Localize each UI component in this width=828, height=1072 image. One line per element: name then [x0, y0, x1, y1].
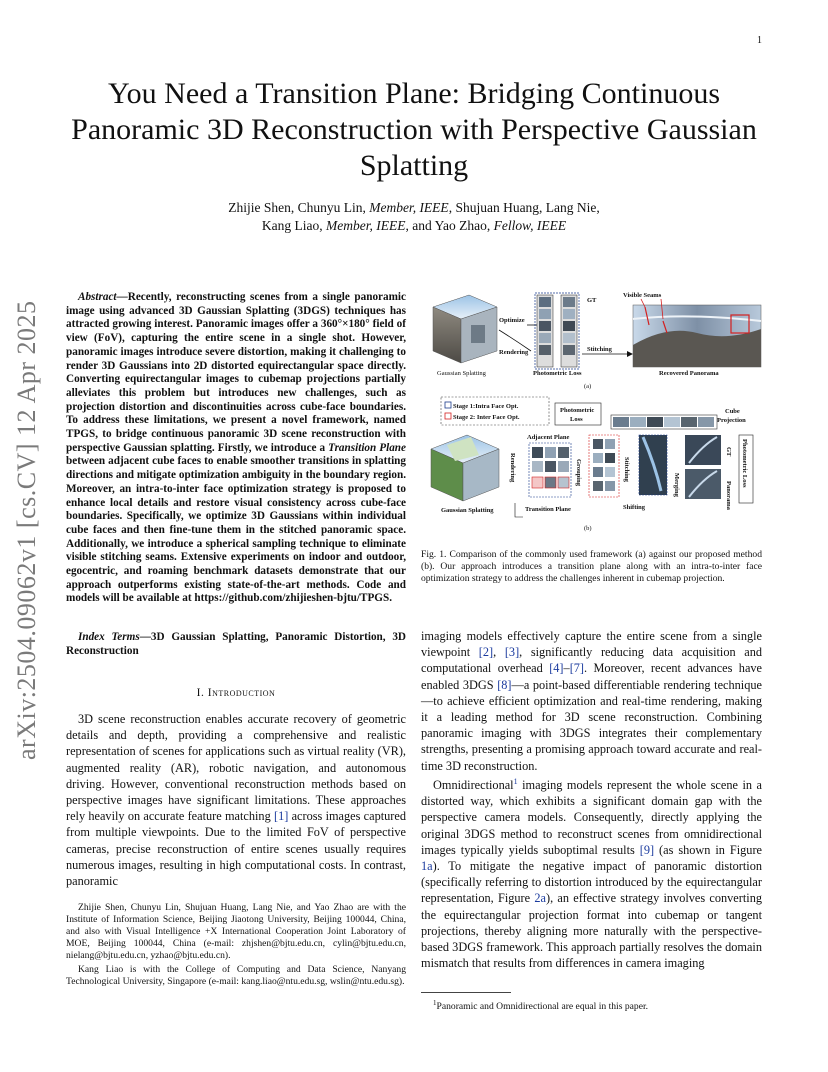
figure-1	[427, 285, 770, 546]
body-text: ), an effective strategy involves converting the equirectangular projection format into cubemap or tangent projections, thereby aligning more naturally with the perspective-based 3DGS framework. This approach partially resolves the domain mismatch that results from differences in camera imaging	[421, 891, 762, 971]
author-list	[150, 199, 678, 235]
fig-label: Rendering	[499, 349, 529, 356]
fig-label: GT	[587, 297, 597, 304]
arxiv-stamp[interactable]: arXiv:2504.09062v1 [cs.CV] 12 Apr 2025	[12, 300, 41, 760]
authors-text: , Shujuan Huang, Lang Nie,	[448, 200, 600, 215]
authors-text: Zhijie Shen, Chunyu Lin,	[228, 200, 370, 215]
abstract-label: Abstract	[78, 291, 117, 303]
body-text: imaging models represent the whole scene in a distorted way, which exhibits a significant domain gap with the perspective camera models. Consequently, directly applying the original 3DGS method to reconstruct scenes from omnidirectional images typically yields suboptimal results	[421, 777, 762, 857]
abstract-text-2: between adjacent cube faces to enable smoother transitions in splatting directions and mitigate optimization ambiguity in the boundary region. Moreover, an intra-to-inter face optimization strategy is proposed to enhance local details and restore visual consistency across cube-face boundaries. Specifically, we optimize 3D Gaussians within individual cube faces and then fine-tune them in the stitched panoramic space. Additionally, we introduce a spherical sampling technique to eliminate visible stitching seams. Extensive experiments on indoor and outdoor, egocentric, and roaming benchmark datasets demonstrate that our approach outperforms existing state-of-the-art methods. Code and models will be available at https://github.com/zhijieshen-bjtu/TPGS.	[66, 455, 406, 605]
right-column-body: imaging models effectively capture the entire scene from a single viewpoint [2], [3], significantly reducing data acquisition and computational overhead [4]–[7]. Moreover, recent advances have enabled 3DGS [8]—a point-based differentiable rendering technique—to achieve efficient optimization and real-time rendering, making it a leading method for 3D scene reconstruction. Combining panoramic imaging with 3DGS integrates their complementary strengths, presenting a promising approach toward accurate and real-time 3D reconstruction. Omnidirectional$^1$ imaging models represent the whole scene in a distorted way, which exhibits a significant domain gap with the perspective camera models. Consequently, directly applying the original 3DGS method to reconstruct scenes from omnidirectional images typically yields suboptimal results [9] (as shown in Figure 1a). To mitigate the negative impact of panoramic distortion (specifically referring to distortion introduced by the equirectangular representation, Figure 2a), an effective strategy involves converting the equirectangular projection format into cubemap or tangent projections, thereby aligning more naturally with the perspective-based 3DGS framework. This approach partially resolves the domain mismatch that results from differences in camera imaging	[421, 629, 763, 971]
abstract-text: —Recently, reconstructing scenes from a single panoramic image using advanced 3D Gaussian Splatting (3DGS) techniques has attracted growing interest. Panoramic images offer a 360°×180° field of view (FoV), capturing the entire scene in a single shot. However, panoramic images introduce severe distortion, making it challenging to render 3D Gaussians into 2D distorted equirectangular space directly. Converting equirectangular images to cubemap projections partially alleviates this problem but introduces new challenges, such as projection distortion and discontinuities across cube-face boundaries. To address these limitations, we present a novel framework, named TPGS, to bridge continuous panoramic 3D scene reconstruction with perspective Gaussian splatting. Firstly, we introduce a	[66, 291, 406, 454]
authors-text: , and Yao Zhao,	[405, 218, 494, 233]
fig-label: Stage 2: Inter Face Opt.	[453, 414, 520, 421]
fig-label: Loss	[570, 416, 583, 423]
citation-link[interactable]: [9]	[639, 842, 655, 857]
citation-link[interactable]: [4]	[549, 661, 564, 676]
fig-sublabel: (a)	[584, 383, 592, 390]
page-number: 1	[757, 35, 762, 46]
figure-link[interactable]: 2a	[534, 891, 546, 906]
citation-link[interactable]: [3]	[504, 645, 520, 660]
fig-label: Adjacent Plane	[527, 434, 570, 441]
footnote-text: Panoramic and Omnidirectional are equal in this paper.	[436, 1001, 649, 1013]
intro-paragraph	[66, 711, 406, 889]
fig-label: Stage 1:Intra Face Opt.	[453, 403, 519, 410]
footnote-1	[421, 999, 762, 1012]
footnote-affiliation-1: Zhijie Shen, Chunyu Lin, Shujuan Huang, Lang Nie, and Yao Zhao are with the Institute of Information Science, Beijing Jiaotong University, Beijing 100044, China, and also with Visual Intelligence +X International Cooperation Joint Laboratory of MOE, Beijing 100044, China (e-mail: zhjshen@bjtu.edu.cn, cylin@bjtu.edu.cn, nielang@bjtu.edu.cn, yzhao@bjtu.edu.cn).	[66, 902, 406, 961]
body-text: across images captured from multiple viewpoints. Due to the limited FoV of perspective cameras, precise reconstruction of entire scenes usually requires numerous images, resulting in high computational costs. In contrast, panoramic	[66, 809, 406, 889]
fig-label: Cube	[725, 408, 740, 415]
author-membership: Member, IEEE	[369, 200, 449, 215]
merged-panoramas	[685, 435, 721, 499]
recovered-panorama-image	[633, 305, 761, 367]
fig-label: Projection	[717, 417, 746, 424]
fig-label: Transition Plane	[525, 506, 571, 513]
body-text: —a point-based differentiable rendering technique—to achieve efficient optimization and real-time rendering, making it a leading method for 3D scene reconstruction. Combining panoramic imaging with 3DGS integrates their complementary strengths, presenting a promising approach toward accurate and real-time 3D reconstruction.	[421, 677, 762, 773]
fig-label: Shifting	[623, 504, 646, 511]
citation-link[interactable]: [2]	[478, 645, 494, 660]
fig-sublabel: (b)	[584, 525, 592, 532]
fig-label: Stitching	[587, 346, 612, 353]
fig-label: Photometric Loss	[741, 439, 748, 488]
fig-label: Recovered Panorama	[659, 370, 719, 377]
body-text: . Moreover, recent advances have enabled 3DGS	[421, 661, 763, 692]
abstract	[66, 291, 406, 606]
citation-link[interactable]: [7]	[569, 661, 585, 676]
section-heading: I. Introduction	[196, 687, 276, 699]
fig-label: GT	[725, 447, 732, 457]
fig-label: Grouping	[575, 459, 582, 486]
body-text: ). To mitigate the negative impact of panoramic distortion (specifically referring to distortion introduced by the equirectangular representation, Figure	[421, 858, 762, 906]
footnote-number: 1	[433, 999, 437, 1007]
body-text: imaging models effectively capture the entire scene from a single viewpoint	[421, 629, 762, 660]
grouped-faces	[589, 435, 619, 497]
cube-a-image	[433, 295, 497, 363]
abstract-italic: Transition Plane	[328, 441, 406, 454]
fig-label: Visible Seams	[623, 292, 662, 299]
cube-b-image	[431, 435, 499, 501]
affiliation-footnote	[66, 902, 406, 988]
fig-label: Rendering	[509, 453, 516, 483]
footnote-affiliation-2: Kang Liao is with the College of Computing and Data Science, Nanyang Technological University, Singapore (e-mail: kang.liao@ntu.edu.sg, wslin@ntu.edu.sg).	[66, 964, 406, 987]
paper-title: You Need a Transition Plane: Bridging Continuous Panoramic 3D Reconstruction with Perspective Gaussian Splatting	[71, 77, 757, 182]
index-label: Index Terms	[78, 631, 140, 643]
citation-link[interactable]: [1]	[273, 809, 289, 824]
body-text: 3D scene reconstruction enables accurate recovery of geometric details and depth, providing a comprehensive and realistic representation of scenes for applications such as virtual reality (VR), augmented reality (AR), robotic navigation, and autonomous driving. However, conventional reconstruction methods based on perspective images have significant limitations. These approaches rely heavily on accurate feature matching	[66, 712, 406, 824]
footnote-rule	[421, 992, 511, 993]
index-text: —3D Gaussian Splatting, Panoramic Distortion, 3D Reconstruction	[66, 631, 406, 657]
fig-label: Merging	[673, 473, 680, 497]
body-text: Omnidirectional	[433, 777, 514, 792]
stitched-panoramas	[639, 435, 667, 495]
citation-link[interactable]: [8]	[497, 677, 512, 692]
figure-1-diagram	[427, 285, 770, 546]
figure-link[interactable]: 1a	[421, 858, 433, 873]
fig-label: Stitching	[623, 457, 630, 482]
fig-label: Gaussian Splatting	[441, 507, 494, 514]
fig-label: Photometric	[560, 407, 595, 414]
footnote-mark[interactable]: 1	[513, 776, 518, 786]
index-terms	[66, 631, 406, 658]
fig-label: Photometric Loss	[533, 370, 582, 377]
cube-faces-a	[535, 293, 579, 369]
adjacent-plane-grid	[529, 443, 571, 497]
fig-label: Panorama	[725, 481, 732, 510]
body-text: (as shown in Figure	[654, 842, 762, 857]
fig-label: Optimize	[499, 317, 525, 324]
fig-label: Gaussian Splatting	[437, 370, 486, 377]
figure-caption: Fig. 1. Comparison of the commonly used framework (a) against our proposed method (b). Our approach introduces a transition plane along with an intra-to-inter face optimization strategy to address the challenges inherent in cubemap projection.	[421, 549, 762, 584]
author-membership: Member, IEEE	[326, 218, 406, 233]
cube-projection-strip	[611, 415, 717, 429]
authors-text: Kang Liao,	[261, 218, 326, 233]
author-membership: Fellow, IEEE	[493, 218, 567, 233]
body-text: , significantly reducing data acquisition and computational overhead	[421, 645, 762, 676]
